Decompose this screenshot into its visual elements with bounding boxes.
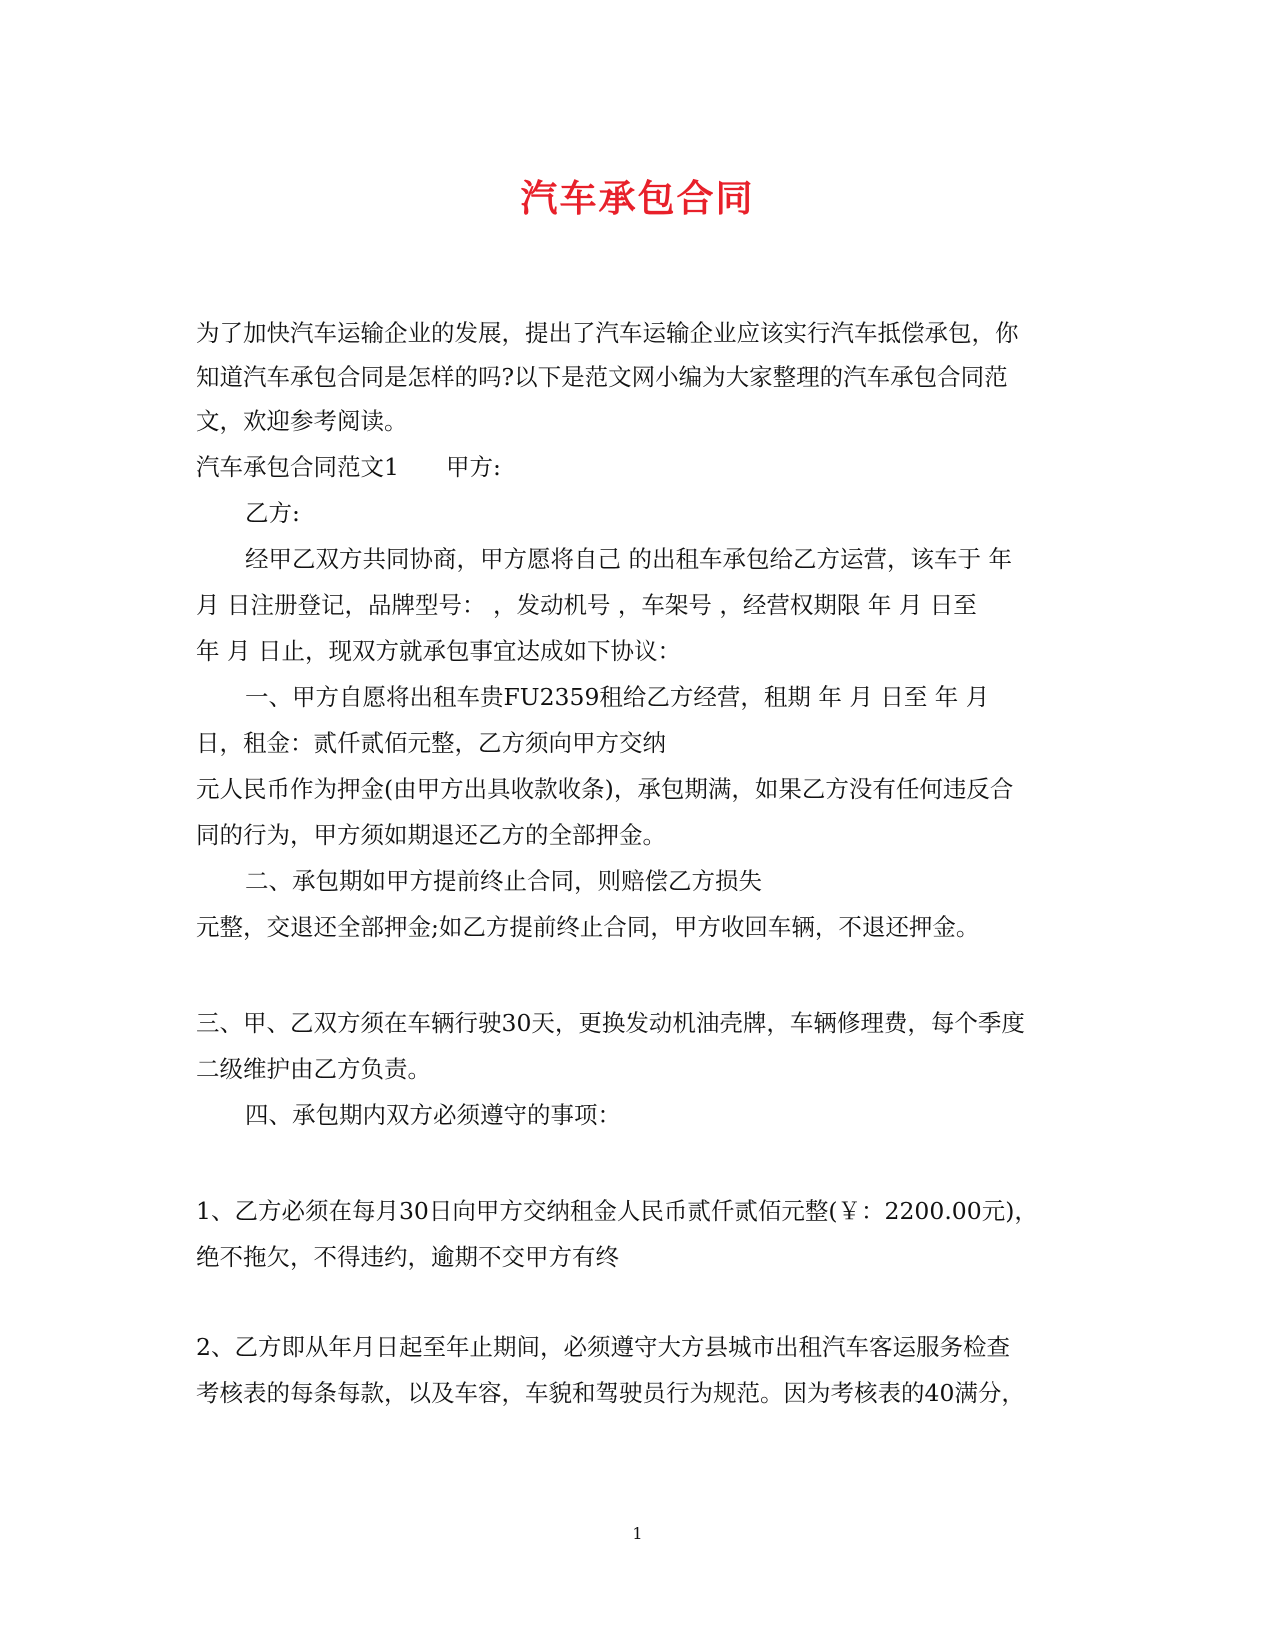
document-title: 汽车承包合同	[520, 176, 755, 220]
party-b-line: 乙方:	[245, 499, 300, 527]
item-line: 2、乙方即从年月日起至年止期间，必须遵守大方县城市出租汽车客运服务检查	[196, 1333, 1010, 1361]
clause-line: 同的行为，甲方须如期退还乙方的全部押金。	[196, 821, 666, 849]
item-line: 考核表的每条每款，以及车容，车貌和驾驶员行为规范。因为考核表的40满分，	[196, 1379, 1025, 1407]
paragraph-line: 为了加快汽车运输企业的发展，提出了汽车运输企业应该实行汽车抵偿承包，你	[196, 319, 1019, 347]
section-heading-line: 汽车承包合同范文1 甲方:	[196, 453, 501, 481]
clause-line: 日，租金：贰仟贰佰元整，乙方须向甲方交纳	[196, 729, 666, 757]
clause-line: 二、承包期如甲方提前终止合同，则赔偿乙方损失	[245, 867, 762, 895]
item-line: 1、乙方必须在每月30日向甲方交纳租金人民币贰仟贰佰元整(￥：2200.00元)，	[196, 1197, 1038, 1225]
paragraph-line: 文，欢迎参考阅读。	[196, 407, 408, 435]
clause-line: 三、甲、乙双方须在车辆行驶30天，更换发动机油壳牌，车辆修理费，每个季度	[196, 1009, 1025, 1037]
paragraph-line: 经甲乙双方共同协商，甲方愿将自己 的出租车承包给乙方运营，该车于 年	[245, 545, 1012, 573]
clause-line: 元人民币作为押金(由甲方出具收款收条)，承包期满，如果乙方没有任何违反合	[196, 775, 1014, 803]
item-line: 绝不拖欠，不得违约，逾期不交甲方有终	[196, 1243, 619, 1271]
paragraph-line: 月 日注册登记，品牌型号： ，发动机号 ，车架号 ，经营权期限 年 月 日至	[196, 591, 977, 619]
page-number: 1	[632, 1524, 643, 1543]
clause-line: 元整，交退还全部押金;如乙方提前终止合同，甲方收回车辆，不退还押金。	[196, 913, 980, 941]
clause-line: 一、甲方自愿将出租车贵FU2359租给乙方经营，租期 年 月 日至 年 月	[245, 683, 990, 711]
clause-line: 二级维护由乙方负责。	[196, 1055, 431, 1083]
clause-line: 四、承包期内双方必须遵守的事项：	[245, 1101, 621, 1129]
paragraph-line: 年 月 日止，现双方就承包事宜达成如下协议：	[196, 637, 681, 665]
paragraph-line: 知道汽车承包合同是怎样的吗?以下是范文网小编为大家整理的汽车承包合同范	[196, 363, 1008, 391]
